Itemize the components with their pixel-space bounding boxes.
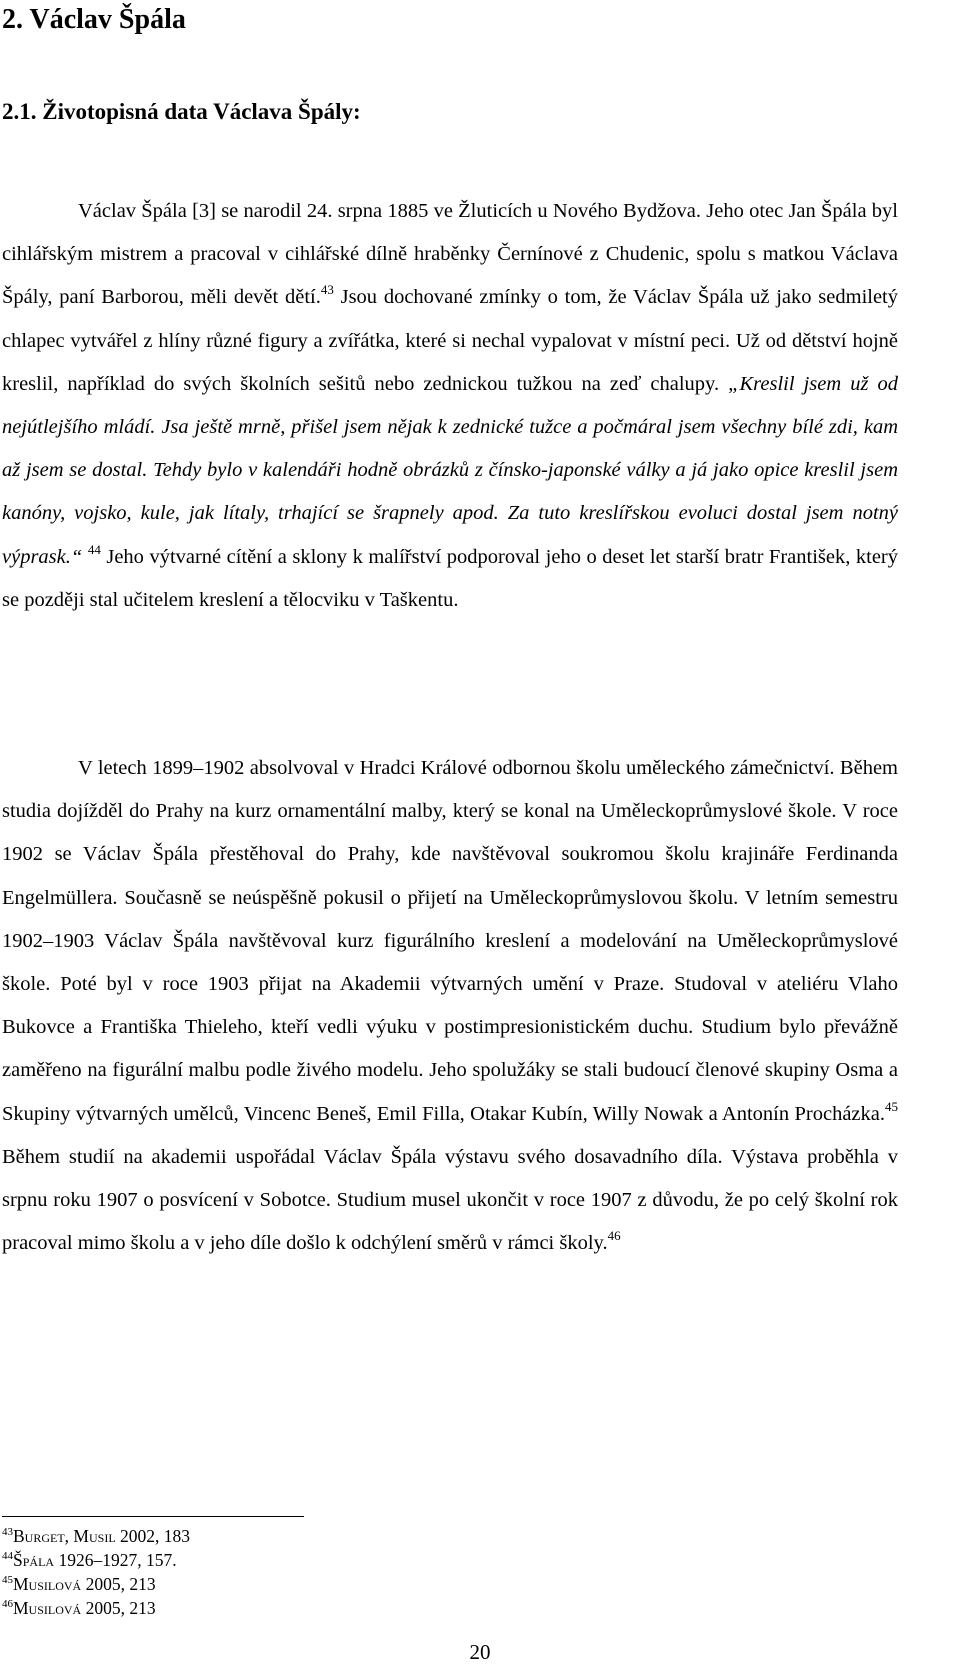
paragraph-studies [2,747,898,1265]
footnote-number: 43 [2,1526,13,1538]
footnote-citation: 2005, 213 [81,1574,156,1594]
footnote-item [2,1548,190,1572]
footnote-number: 45 [2,1574,13,1586]
footnote-divider [2,1516,304,1517]
paragraph-text: Jeho výtvarné cítění a sklony k malířství podporoval jeho o deset let starší bratr František, který se později stal učitelem kreslení a tělocviku v Taškentu. [2,545,898,611]
footnote-citation: 2002, 183 [115,1526,191,1546]
footnote-ref-44[interactable]: 44 [87,541,101,557]
footnote-ref-46[interactable]: 46 [607,1228,621,1244]
paragraph-text: Jsou dochované zmínky o tom, že Václav Špála už jako sedmiletý chlapec vytvářel z hlíny různé figury a zvířátka, které si nechal vypalovat v místní peci. Už od dětství hojně kreslil, například do svých školních sešitů nebo zednickou tužkou na zeď chalupy. [2,286,899,395]
paragraph-text: Václav Špála [3] se narodil 24. srpna 1885 ve Žluticích u Nového Bydžova. Jeho otec Jan Špála byl cihlářským mistrem a pracoval v cihlářské dílně hraběnky Černínové z Chudenic, spolu s matkou Václava Špály, paní Barborou, měli devět dětí. [2,200,898,309]
footnote-ref-43[interactable]: 43 [320,282,334,298]
section-title: 2.1. Životopisná data Václava Špály: [2,99,361,124]
footnote-item [2,1596,190,1620]
footnote-item [2,1524,190,1548]
footnote-item [2,1572,190,1596]
footnote-author: Burget, Musil [13,1526,116,1546]
footnote-ref-45[interactable]: 45 [885,1098,898,1114]
quote-text: „Kreslil jsem už od nejútlejšího mládí. Jsa ještě mrně, přišel jsem nějak k zednické tužce a počmáral jsem všechny bílé zdi, kam až jsem se dostal. Tehdy bylo v kalendáři hodně obrázků z čínsko-japonské války a já jako opice kreslil jsem kanóny, vojsko, kule, jak lítaly, trhající se šrapnely apod. Za tuto kreslířskou evoluci dostal jsem notný výprask.“ [2,372,898,568]
paragraph-biography [2,190,898,622]
footnote-citation: 1926–1927, 157. [54,1550,177,1570]
footnote-citation: 2005, 213 [81,1598,156,1618]
footnote-number: 44 [2,1550,13,1562]
page-number: 20 [469,1640,491,1664]
paragraph-text: Během studií na akademii uspořádal Václav Špála výstavu svého dosavadního díla. Výstava proběhla v srpnu roku 1907 o posvícení v Sobotce. Studium musel ukončit v roce 1907 z důvodu, že po celý školní rok pracoval mimo školu a v jeho díle došlo k odchýlení směrů v rámci školy. [2,1145,898,1255]
footnotes-list [2,1524,190,1620]
footnote-author: Musilová [13,1574,82,1594]
footnote-author: Musilová [13,1598,82,1618]
paragraph-text: V letech 1899–1902 absolvoval v Hradci Králové odbornou školu uměleckého zámečnictví. Během studia dojížděl do Prahy na kurz ornamentální malby, který se konal na Uměleckoprůmyslové škole. V roce 1902 se Václav Špála přestěhoval do Prahy, kde navštěvoval soukromou školu krajináře Ferdinanda Engelmüllera. Současně se neúspěšně pokusil o přijetí na Uměleckoprůmyslovou školu. V letním semestru 1902–1903 Václav Špála navštěvoval kurz figurálního kreslení a modelování na Uměleckoprůmyslové škole. Poté byl v roce 1903 přijat na Akademii výtvarných umění v Praze. Studoval v ateliéru Vlaho Bukovce a Františka Thieleho, kteří vedli výuku v postimpresionistickém duchu. Studium bylo převážně zaměřeno na figurální malbu podle živého modelu. Jeho spolužáky se stali budoucí členové skupiny Osma a Skupiny výtvarných umělců, Vincenc Beneš, Emil Filla, Otakar Kubín, Willy Nowak a Antonín Procházka. [2,757,898,1125]
footnote-author: Špála [13,1550,55,1570]
chapter-title: 2. Václav Špála [2,4,186,35]
footnote-number: 46 [2,1598,13,1610]
